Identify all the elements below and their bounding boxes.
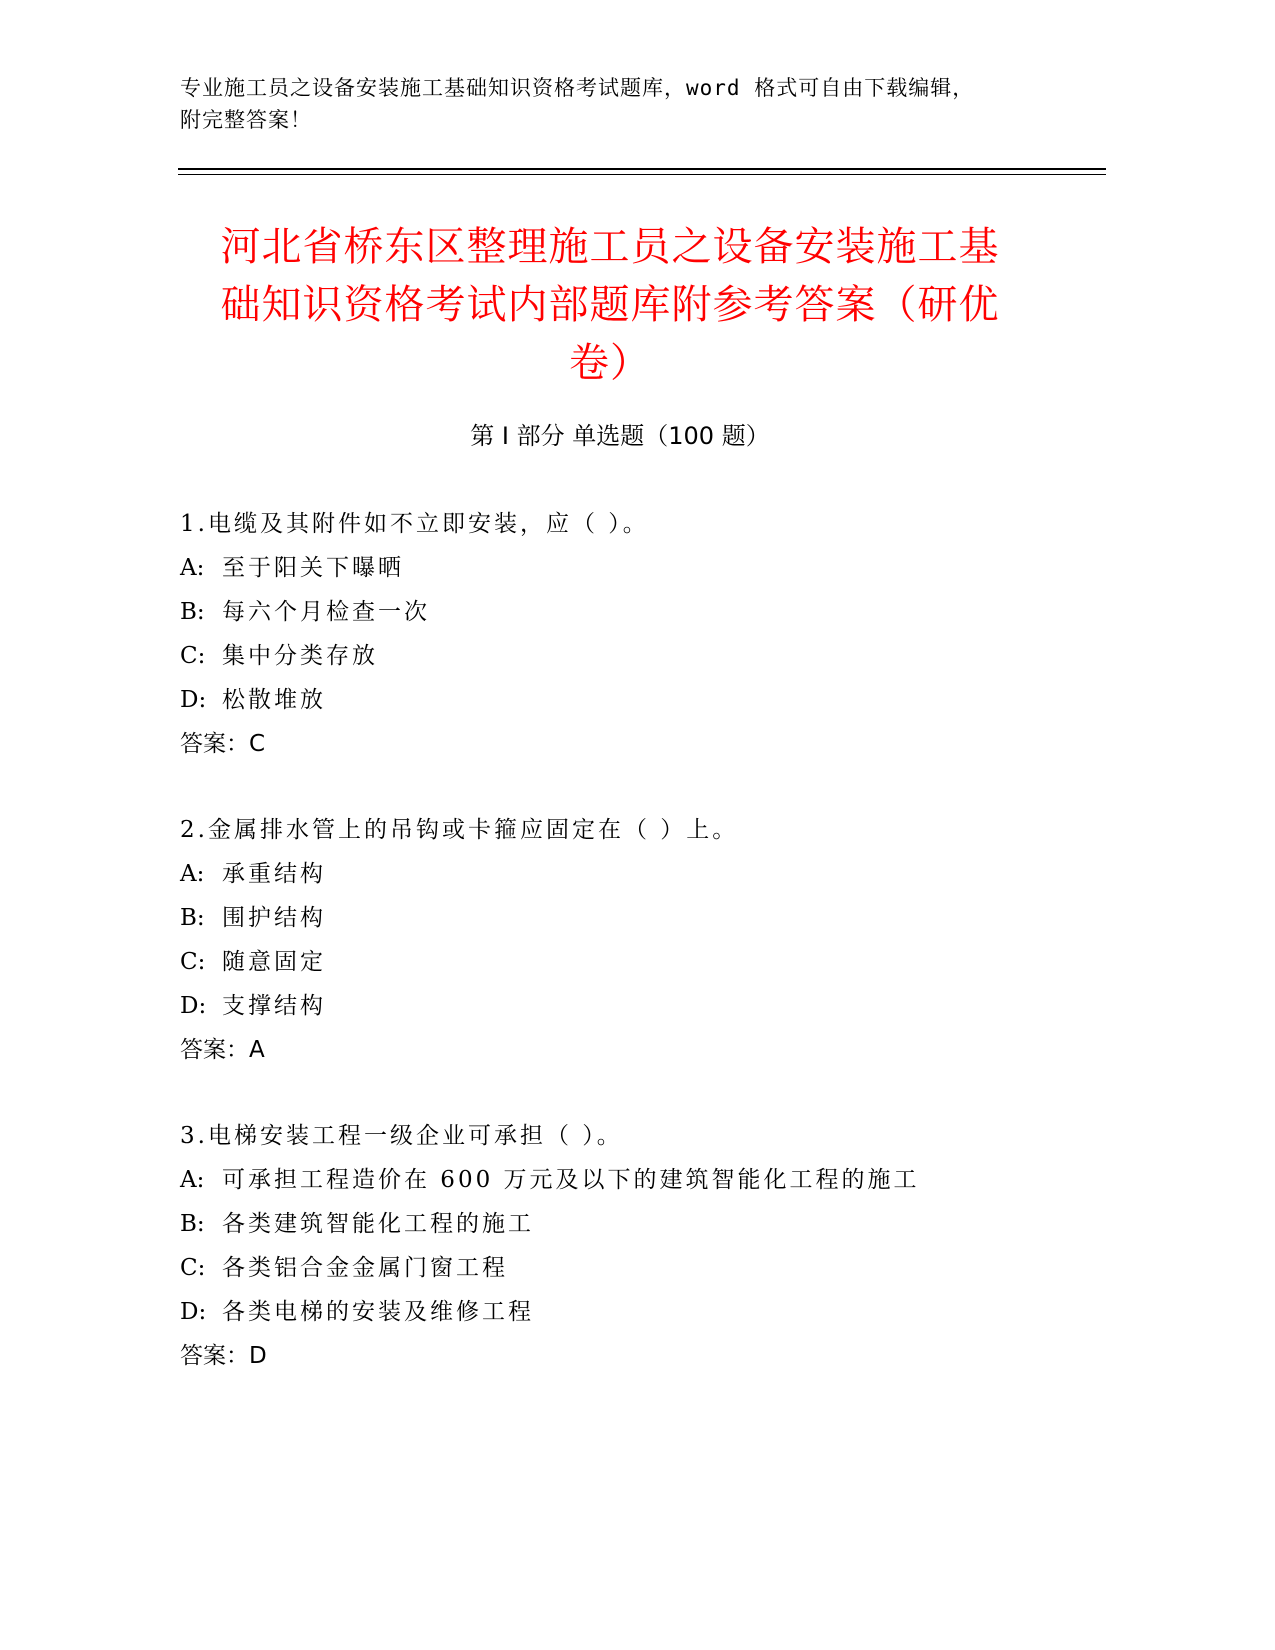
header-note-line: 专业施工员之设备安装施工基础知识资格考试题库，word 格式可自由下载编辑， bbox=[180, 76, 975, 100]
option-c bbox=[180, 940, 1080, 984]
option-key: B: bbox=[180, 599, 205, 625]
option-text: 集中分类存放 bbox=[222, 643, 378, 669]
option-key: B: bbox=[180, 1211, 205, 1237]
option-key: A: bbox=[180, 555, 205, 581]
option-text: 承重结构 bbox=[222, 861, 326, 887]
answer-line: 答案：D bbox=[180, 1343, 267, 1369]
option-key: D: bbox=[180, 993, 207, 1019]
option-a bbox=[180, 546, 1080, 590]
option-key: A: bbox=[180, 1167, 205, 1193]
question-stem: 3.电梯安装工程一级企业可承担（ ）。 bbox=[180, 1123, 623, 1149]
option-text: 各类电梯的安装及维修工程 bbox=[222, 1299, 534, 1325]
question-item bbox=[180, 808, 1080, 1072]
option-text: 支撑结构 bbox=[222, 993, 326, 1019]
option-key: C: bbox=[180, 643, 206, 669]
option-text: 围护结构 bbox=[222, 905, 326, 931]
option-key: A: bbox=[180, 861, 205, 887]
option-text: 随意固定 bbox=[222, 949, 326, 975]
option-c bbox=[180, 634, 1080, 678]
option-key: D: bbox=[180, 1299, 207, 1325]
document-title bbox=[180, 218, 1040, 392]
option-a bbox=[180, 852, 1080, 896]
option-text: 各类建筑智能化工程的施工 bbox=[222, 1211, 534, 1237]
title-line: 卷） bbox=[569, 340, 651, 386]
option-key: D: bbox=[180, 687, 207, 713]
option-key: C: bbox=[180, 1255, 206, 1281]
option-text: 每六个月检查一次 bbox=[222, 599, 430, 625]
option-text: 可承担工程造价在 600 万元及以下的建筑智能化工程的施工 bbox=[222, 1167, 920, 1193]
option-c bbox=[180, 1246, 1080, 1290]
option-text: 至于阳关下曝晒 bbox=[222, 555, 404, 581]
option-key: B: bbox=[180, 905, 205, 931]
title-line: 础知识资格考试内部题库附参考答案（研优 bbox=[220, 282, 1000, 328]
header-divider bbox=[178, 168, 1106, 170]
answer-line: 答案：C bbox=[180, 731, 266, 757]
section-heading: 第 I 部分 单选题（100 题） bbox=[470, 422, 770, 450]
option-b bbox=[180, 1202, 1080, 1246]
header-note-line: 附完整答案！ bbox=[180, 108, 312, 132]
option-text: 各类铝合金金属门窗工程 bbox=[222, 1255, 508, 1281]
option-text: 松散堆放 bbox=[222, 687, 326, 713]
question-item bbox=[180, 1114, 1080, 1378]
option-d bbox=[180, 678, 1080, 722]
header-divider bbox=[178, 174, 1106, 175]
option-b bbox=[180, 590, 1080, 634]
answer-line: 答案：A bbox=[180, 1037, 265, 1063]
option-d bbox=[180, 984, 1080, 1028]
option-a bbox=[180, 1158, 1080, 1202]
question-stem: 2.金属排水管上的吊钩或卡箍应固定在（ ）上。 bbox=[180, 817, 739, 843]
option-key: C: bbox=[180, 949, 206, 975]
question-stem: 1.电缆及其附件如不立即安装，应（ ）。 bbox=[180, 511, 649, 537]
option-b bbox=[180, 896, 1080, 940]
option-d bbox=[180, 1290, 1080, 1334]
header-note bbox=[180, 72, 1060, 136]
title-line: 河北省桥东区整理施工员之设备安装施工基 bbox=[220, 224, 1000, 270]
question-item bbox=[180, 502, 1080, 766]
